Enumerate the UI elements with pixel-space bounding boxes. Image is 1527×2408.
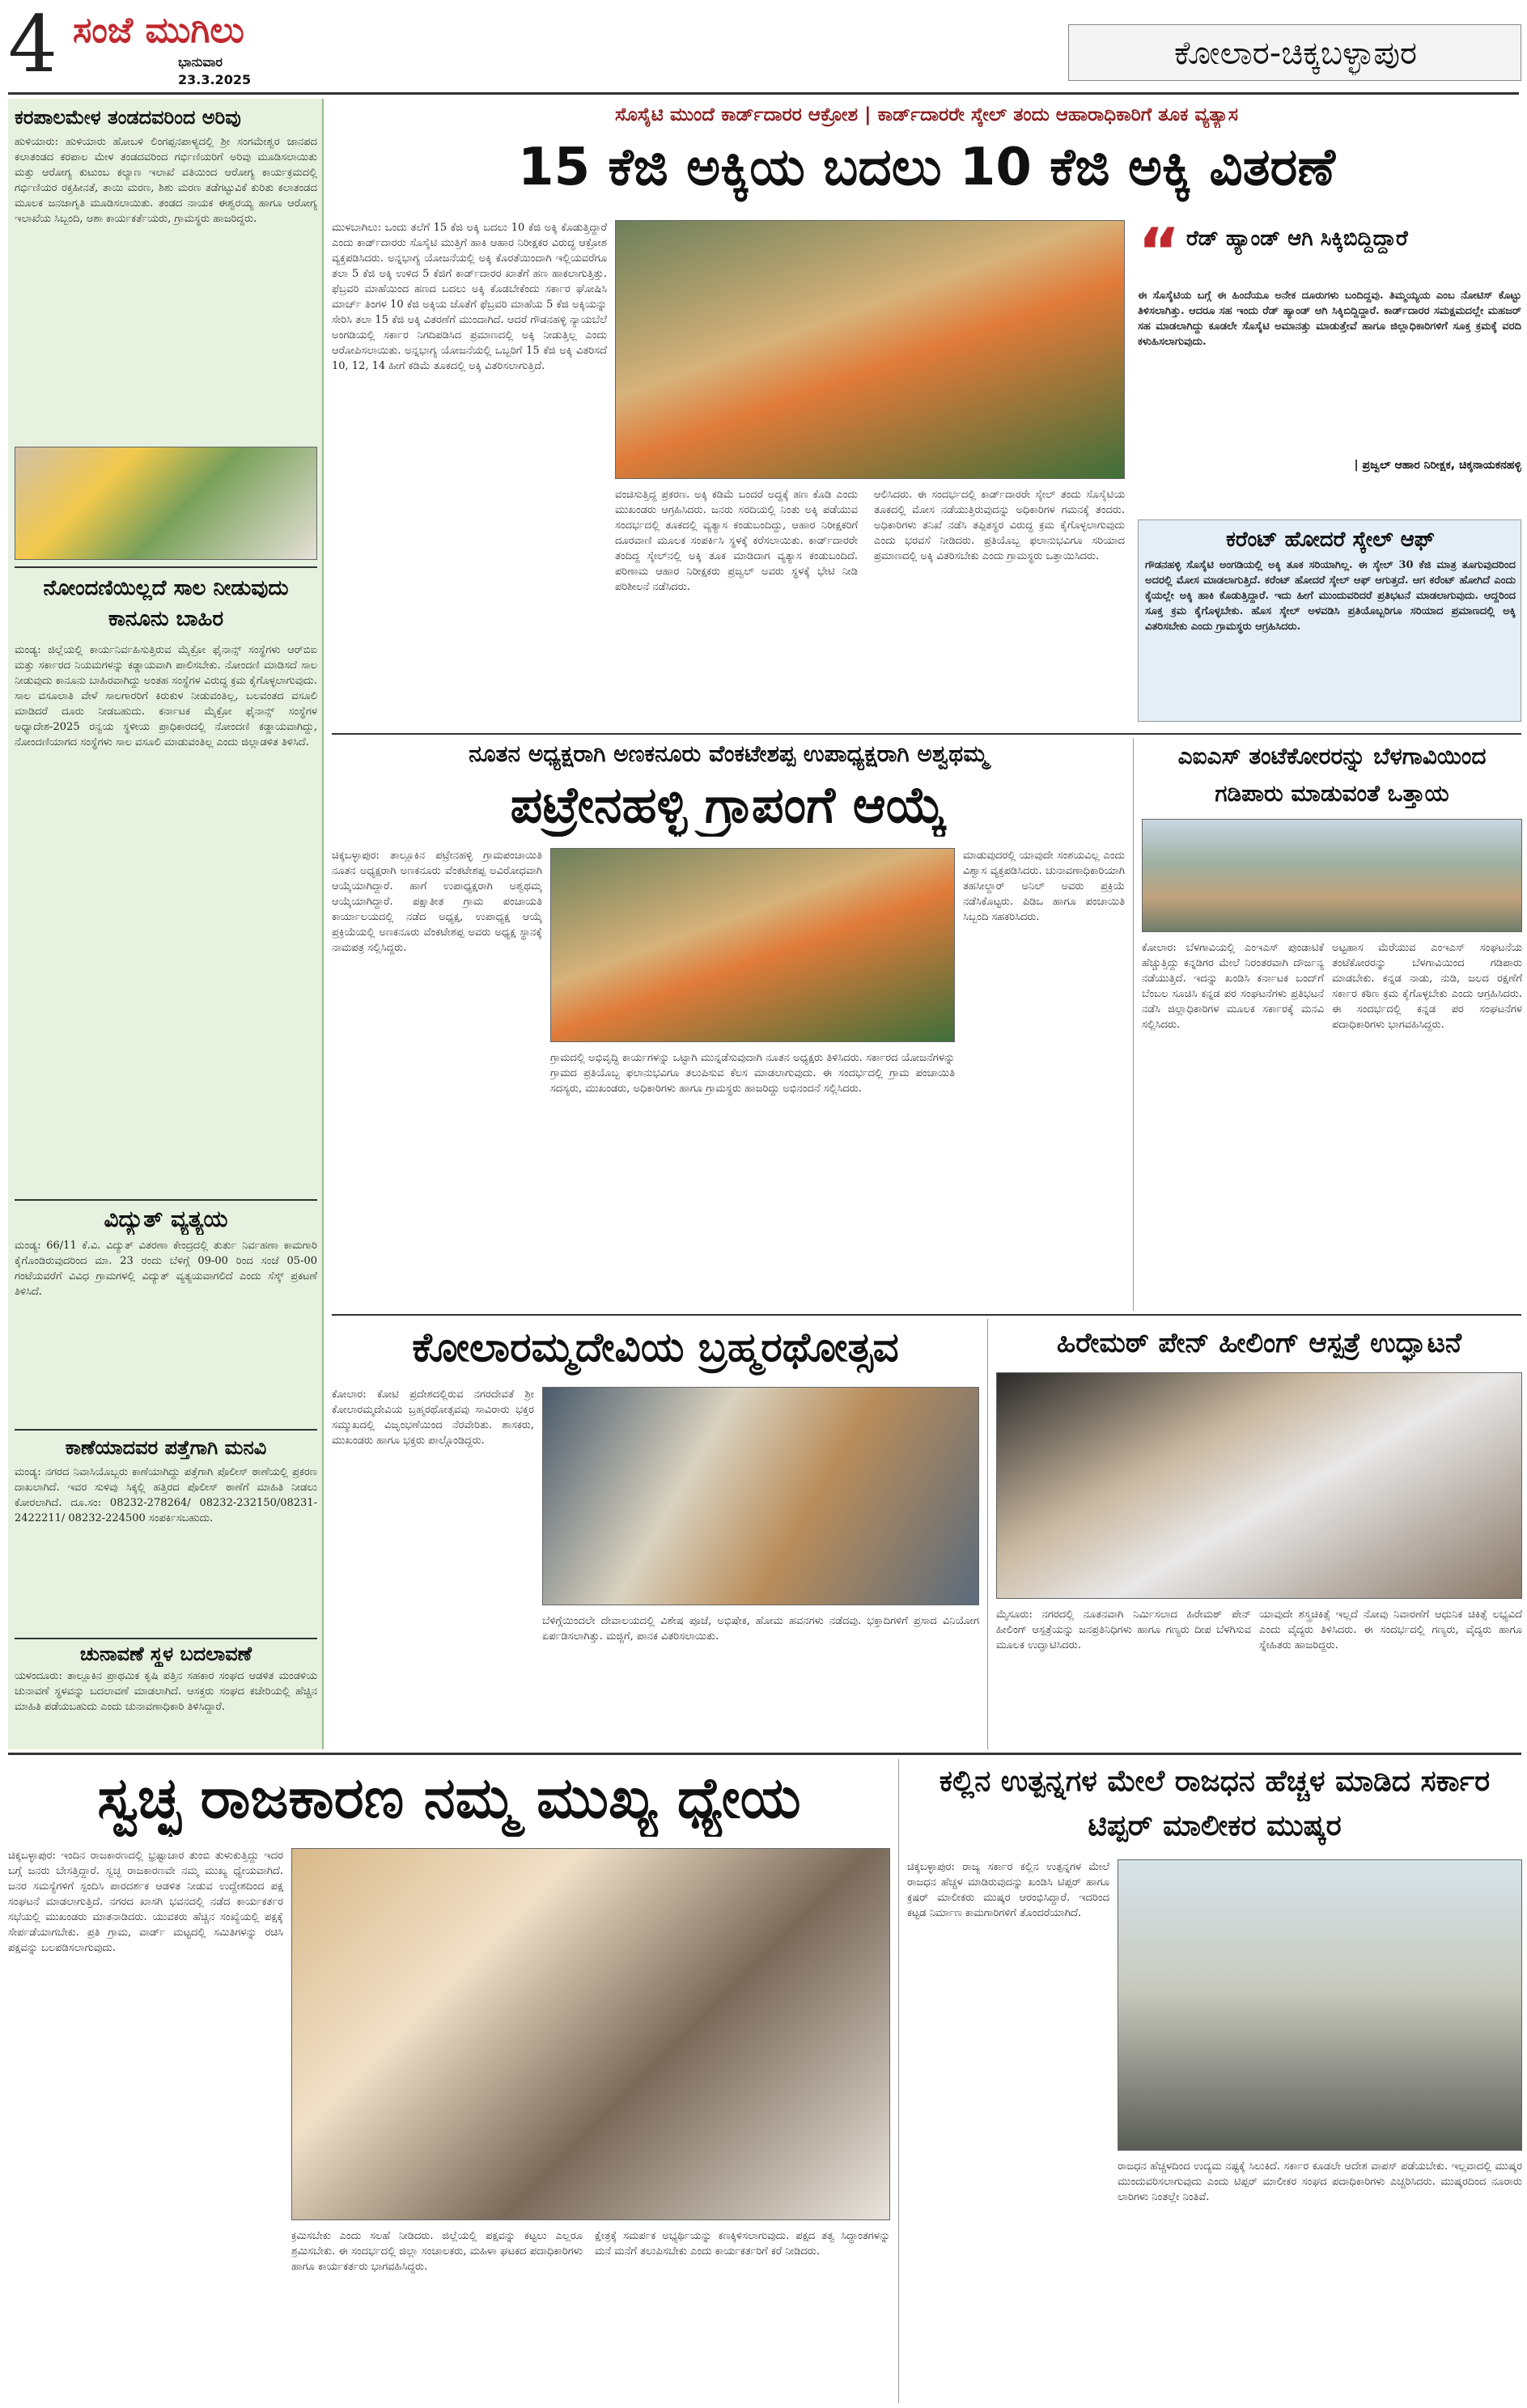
story5-col1: ಮೈಸೂರು: ನಗರದಲ್ಲಿ ನೂತನವಾಗಿ ನಿರ್ಮಿಸಲಾದ ಹಿರೇಮಠ್ ಪೇನ್ ಹೀಲಿಂಗ್ ಆಸ್ಪತ್ರೆಯನ್ನು ಜನಪ್ರತಿನಿಧಿಗಳು ಹಾಗೂ ಗಣ್ಯರು ದೀಪ ಬೆಳಗಿಸುವ ಮೂಲಕ ಉದ್ಘಾಟಿಸಿದರು. xyxy=(996,1609,1251,1651)
story6-col3: ಕ್ಷೇತ್ರಕ್ಕೆ ಸಮರ್ಪಕ ಅಭ್ಯರ್ಥಿಯನ್ನು ಕಣಕ್ಕಿಳಿಸಲಾಗುವುದು. ಪಕ್ಷದ ತತ್ವ ಸಿದ್ಧಾಂತಗಳನ್ನು ಮನೆ ಮನೆಗೆ ತಲುಪಿಸಬೇಕು ಎಂದು ಕಾರ್ಯಕರ್ತರಿಗೆ ಕರೆ ನೀಡಿದರು. xyxy=(595,2230,890,2258)
lead-sidebox xyxy=(1138,519,1521,722)
masthead xyxy=(0,0,1527,95)
sidebox-title: ಕರೆಂಟ್ ಹೋದರೆ ಸ್ಕೇಲ್ ಆಫ್ xyxy=(1226,528,1435,552)
story2-photo xyxy=(550,848,955,1042)
sidebar-photo xyxy=(15,447,317,560)
story5-col2: ಯಾವುದೇ ಶಸ್ತ್ರಚಿಕಿತ್ಸೆ ಇಲ್ಲದೆ ನೋವು ನಿವಾರಣೆಗೆ ಆಧುನಿಕ ಚಿಕಿತ್ಸೆ ಲಭ್ಯವಿದೆ ಎಂದು ವೈದ್ಯರು ತಿಳಿಸಿದರು. ಈ ಸಂದರ್ಭದಲ್ಲಿ ಗಣ್ಯರು, ವೈದ್ಯರು ಹಾಗೂ ಸ್ನೇಹಿತರು ಹಾಜರಿದ್ದರು. xyxy=(1259,1609,1522,1651)
sidebar-s5-title: ಚುನಾವಣೆ ಸ್ಥಳ ಬದಲಾವಣೆ xyxy=(79,1643,252,1665)
sidebar-s2-body: ಮಂಡ್ಯ: ಜಿಲ್ಲೆಯಲ್ಲಿ ಕಾರ್ಯನಿರ್ವಹಿಸುತ್ತಿರುವ ಮೈಕ್ರೋ ಫೈನಾನ್ಸ್ ಸಂಸ್ಥೆಗಳು ಆರ್‌ಬಿಐ ಮತ್ತು ಸರ್ಕಾರದ ನಿಯಮಗಳನ್ನು ಕಡ್ಡಾಯವಾಗಿ ಪಾಲಿಸಬೇಕು. ನೋಂದಣಿ ಮಾಡಿಸದೆ ಸಾಲ ನೀಡುವುದು ಕಾನೂನು ಬಾಹಿರವಾಗಿದ್ದು ಅಂತಹ ಸಂಸ್ಥೆಗಳ ವಿರುದ್ಧ ಕ್ರಮ ಕೈಗೊಳ್ಳಲಾಗುವುದು. ಸಾಲ ವಸೂಲಾತಿ ವೇಳೆ ಸಾಲಗಾರರಿಗೆ ಕಿರುಕುಳ ನೀಡುವಂತಿಲ್ಲ, ಬಲವಂತದ ವಸೂಲಿ ಮಾಡಿದರೆ ದೂರು ನೀಡಬಹುದು. ಕರ್ನಾಟಕ ಮೈಕ್ರೋ ಫೈನಾನ್ಸ್ ಸಂಸ್ಥೆಗಳ ಅಧ್ಯಾದೇಶ-2025 ರನ್ವಯ ಸ್ಥಳೀಯ ಪ್ರಾಧಿಕಾರದಲ್ಲಿ ನೋಂದಣಿ ಕಡ್ಡಾಯವಾಗಿದ್ದು, ನೋಂದಣಿಯಾಗದ ಸಂಸ್ಥೆಗಳು ಸಾಲ ವಸೂಲಿ ಮಾಡುವಂತಿಲ್ಲ ಎಂದು ಜಿಲ್ಲಾಡಳಿತ ತಿಳಿಸಿದೆ. xyxy=(15,644,317,748)
sidebar-divider xyxy=(15,1429,317,1431)
story2-col3: ಮಾಡುವುದರಲ್ಲಿ ಯಾವುದೇ ಸಂಶಯವಿಲ್ಲ ಎಂದು ವಿಶ್ವಾಸ ವ್ಯಕ್ತಪಡಿಸಿದರು. ಚುನಾವಣಾಧಿಕಾರಿಯಾಗಿ ತಹಸೀಲ್ದಾರ್ ಅನಿಲ್ ಅವರು ಪ್ರಕ್ರಿಯೆ ನಡೆಸಿಕೊಟ್ಟರು. ಪಿಡಿಒ ಹಾಗೂ ಪಂಚಾಯಿತಿ ಸಿಬ್ಬಂದಿ ಸಹಕರಿಸಿದರು. xyxy=(963,850,1125,923)
sidebar-s2-title: ನೋಂದಣಿಯಿಲ್ಲದೆ ಸಾಲ ನೀಡುವುದು ಕಾನೂನು ಬಾಹಿರ xyxy=(43,576,289,631)
story4-headline: ಕೋಲಾರಮ್ಮದೇವಿಯ ಬ್ರಹ್ಮರಥೋತ್ಸವ xyxy=(412,1324,899,1371)
quote-attribution: | ಪ್ರಜ್ವಲ್ ಆಹಾರ ನಿರೀಕ್ಷಕ, ಚಿಕ್ಕನಾಯಕನಹಳ್ಳಿ xyxy=(1354,459,1521,472)
issue-day: ಭಾನುವಾರ xyxy=(178,54,223,70)
section-divider xyxy=(332,1314,1521,1316)
story-mes-protest xyxy=(1133,738,1521,1311)
sidebar-s1-body: ಹುಳಿಯಾರು: ಹುಳಿಯಾರು ಹೋಬಳಿ ಲಿಂಗಪ್ಪನಪಾಳ್ಯದಲ್ಲಿ ಶ್ರೀ ಸಂಗಮೇಶ್ವರ ಜಾನಪದ ಕಲಾತಂಡದ ಕರಪಾಲ ಮೇಳ ತಂಡದವರಿಂದ ಗರ್ಭಿಣಿಯರಿಗೆ ಅರಿವು ಮೂಡಿಸಲಾಯಿತು ಮತ್ತು ಆರೋಗ್ಯ ಕುಟುಂಬ ಕಲ್ಯಾಣ ಇಲಾಖೆ ವತಿಯಿಂದ ಆರೋಗ್ಯ ಕಾರ್ಯಕ್ರಮದಲ್ಲಿ ಗರ್ಭಿಣಿಯರ ರಕ್ತಹೀನತೆ, ತಾಯಿ ಮರಣ, ಶಿಶು ಮರಣ ತಡೆಗಟ್ಟುವಿಕೆ ಕುರಿತು ಕಲಾತಂಡದ ಮೂಲಕ ಜನಜಾಗೃತಿ ಮೂಡಿಸಲಾಯಿತು. ತಂಡದ ನಾಯಕ ಈಶ್ವರಯ್ಯ ಹಾಗೂ ಆರೋಗ್ಯ ಇಲಾಖೆಯ ಸಿಬ್ಬಂದಿ, ಆಶಾ ಕಾರ್ಯಕರ್ತೆಯರು, ಗ್ರಾಮಸ್ಥರು ಹಾಜರಿದ್ದರು. xyxy=(15,136,317,225)
sidebar xyxy=(8,99,324,1749)
story3-col2: ಅಟ್ಟಹಾಸ ಮೆರೆಯುವ ಎಂಇಎಸ್ ಸಂಘಟನೆಯ ತಂಟೆಕೋರರನ್ನು ಬೆಳಗಾವಿಯಿಂದ ಗಡಿಪಾರು ಮಾಡಬೇಕು. ಕನ್ನಡ ನಾಡು, ನುಡಿ, ಜಲದ ರಕ್ಷಣೆಗೆ ಸರ್ಕಾರ ಕಠಿಣ ಕ್ರಮ ಕೈಗೊಳ್ಳಬೇಕು ಎಂದು ಆಗ್ರಹಿಸಿದರು. ಈ ಸಂದರ್ಭದಲ್ಲಿ ಕನ್ನಡ ಪರ ಸಂಘಟನೆಗಳ ಪದಾಧಿಕಾರಿಗಳು ಭಾಗವಹಿಸಿದ್ದರು. xyxy=(1332,942,1522,1031)
sidebar-s4-body: ಮಂಡ್ಯ: ನಗರದ ನಿವಾಸಿಯೊಬ್ಬರು ಕಾಣೆಯಾಗಿದ್ದು ಪತ್ತೆಗಾಗಿ ಪೊಲೀಸ್ ಠಾಣೆಯಲ್ಲಿ ಪ್ರಕರಣ ದಾಖಲಾಗಿದೆ. ಇವರ ಸುಳಿವು ಸಿಕ್ಕಲ್ಲಿ ಹತ್ತಿರದ ಪೊಲೀಸ್ ಠಾಣೆಗೆ ಮಾಹಿತಿ ನೀಡಲು ಕೋರಲಾಗಿದೆ. ದೂ.ಸಂ: 08232-278264/ 08232-232150/08231-2422211/ 08232-224500 ಸಂಪರ್ಕಿಸಬಹುದು. xyxy=(15,1466,317,1524)
story6-headline: ಸ್ವಚ್ಛ ರಾಜಕಾರಣ ನಮ್ಮ ಮುಖ್ಯ ಧ್ಯೇಯ xyxy=(97,1765,801,1831)
story-hospital xyxy=(987,1319,1521,1749)
sidebar-s1-title: ಕರಪಾಲಮೇಳ ತಂಡದವರಿಂದ ಅರಿವು xyxy=(15,106,241,129)
sidebar-divider xyxy=(15,1638,317,1639)
story2-col1: ಚಿಕ್ಕಬಳ್ಳಾಪುರ: ತಾಲ್ಲೂಕಿನ ಪಟ್ರೇನಹಳ್ಳಿ ಗ್ರಾಮಪಂಚಾಯಿತಿ ನೂತನ ಅಧ್ಯಕ್ಷರಾಗಿ ಅಣಕನೂರು ವೆಂಕಟೇಶಪ್ಪ ಅವಿರೋಧವಾಗಿ ಆಯ್ಕೆಯಾಗಿದ್ದಾರೆ. ಹಾಗೆ ಉಪಾಧ್ಯಕ್ಷರಾಗಿ ಅಶ್ವಥಮ್ಮ ಆಯ್ಕೆಯಾಗಿದ್ದಾರೆ. ಪಕ್ಷಾತೀತ ಗ್ರಾಮ ಪಂಚಾಯತಿ ಕಾರ್ಯಾಲಯದಲ್ಲಿ ನಡೆದ ಅಧ್ಯಕ್ಷ, ಉಪಾಧ್ಯಕ್ಷ ಆಯ್ಕೆ ಪ್ರಕ್ರಿಯೆಯಲ್ಲಿ ಅಣಕನೂರು ವೆಂಕಟೇಶಪ್ಪ ಅವರು ಅಧ್ಯಕ್ಷ ಸ್ಥಾನಕ್ಕೆ ನಾಮಪತ್ರ ಸಲ್ಲಿಸಿದ್ದರು. xyxy=(332,850,542,954)
sidebar-s4-title: ಕಾಣೆಯಾದವರ ಪತ್ತೆಗಾಗಿ ಮನವಿ xyxy=(65,1436,267,1459)
masthead-divider xyxy=(8,92,1519,95)
sidebar-divider xyxy=(15,566,317,568)
lead-kicker: ಸೊಸೈಟಿ ಮುಂದೆ ಕಾರ್ಡ್‌ದಾರರ ಆಕ್ರೋಶ | ಕಾರ್ಡ್‌ದಾರರೇ ಸ್ಕೇಲ್ ತಂದು ಆಹಾರಾಧಿಕಾರಿಗೆ ತೂಕ ವ್ಯತ್ಯಾಸ xyxy=(614,104,1238,125)
sidebar-s5-body: ಯಳಂದೂರು: ತಾಲ್ಲೂಕಿನ ಪ್ರಾಥಮಿಕ ಕೃಷಿ ಪತ್ತಿನ ಸಹಕಾರ ಸಂಘದ ಆಡಳಿತ ಮಂಡಳಿಯ ಚುನಾವಣೆ ಸ್ಥಳವನ್ನು ಬದಲಾವಣೆ ಮಾಡಲಾಗಿದೆ. ಆಸಕ್ತರು ಸಂಘದ ಕಚೇರಿಯಲ್ಲಿ ಹೆಚ್ಚಿನ ಮಾಹಿತಿ ಪಡೆಯಬಹುದು ಎಂದು ಚುನಾವಣಾಧಿಕಾರಿ ತಿಳಿಸಿದ್ದಾರೆ. xyxy=(15,1670,317,1713)
paper-name: ಸಂಜೆ ಮುಗಿಲು xyxy=(73,10,244,51)
issue-date: 23.3.2025 xyxy=(178,72,252,87)
lead-col1: ಮುಳಬಾಗಿಲು: ಒಂದು ತಲೆಗೆ 15 ಕೆಜಿ ಅಕ್ಕಿ ಬದಲು 10 ಕೆಜಿ ಅಕ್ಕಿ ಕೊಡುತ್ತಿದ್ದಾರೆ ಎಂದು ಕಾರ್ಡ್‌ದಾರರು ಸೊಸೈಟಿ ಮುತ್ತಿಗೆ ಹಾಕಿ ಆಹಾರ ನಿರೀಕ್ಷಕರ ವಿರುದ್ಧ ಆಕ್ರೋಶ ವ್ಯಕ್ತಪಡಿಸಿದರು. ಅನ್ನಭಾಗ್ಯ ಯೋಜನೆಯಲ್ಲಿ ಅಕ್ಕಿ ಕೊರತೆಯಿಂದಾಗಿ ಇಲ್ಲಿಯವರೆಗೂ ತಲಾ 5 ಕೆಜಿ ಅಕ್ಕಿ ಉಳಿದ 5 ಕೆಜಿಗೆ ಕಾರ್ಡ್‌ದಾರರ ಖಾತೆಗೆ ಹಣ ಹಾಕಲಾಗುತ್ತಿತ್ತು. ಫೆಬ್ರವರಿ ಮಾಹೆಯಿಂದ ಹಣದ ಬದಲು ಅಕ್ಕಿ ಕೊಡಬೇಕೆಂದು ಸರ್ಕಾರ ಘೋಷಿಸಿ ಮಾರ್ಚ್ ತಿಂಗಳ 10 ಕೆಜಿ ಅಕ್ಕಿಯ ಜೊತೆಗೆ ಫೆಬ್ರವರಿ ಮಾಹೆಯ 5 ಕೆಜಿ ಅಕ್ಕಿಯನ್ನು ಸೇರಿಸಿ ತಲಾ 15 ಕೆಜಿ ಅಕ್ಕಿ ವಿತರಣೆಗೆ ಮುಂದಾಗಿದೆ. ಆದರೆ ಗೌಡನಹಳ್ಳಿ ನ್ಯಾಯಬೆಲೆ ಅಂಗಡಿಯಲ್ಲಿ ಸರ್ಕಾರ ನಿಗದಿಪಡಿಸಿದ ಪ್ರಮಾಣದಲ್ಲಿ ಅಕ್ಕಿ ನೀಡುತ್ತಿಲ್ಲ ಎಂದು ಆರೋಪಿಸಲಾಯಿತು. ಅನ್ನಭಾಗ್ಯ ಯೋಜನೆಯಲ್ಲಿ ಒಬ್ಬರಿಗೆ 15 ಕೆಜಿ ಅಕ್ಕಿ ವಿತರಿಸದೆ 10, 12, 14 ಹೀಗೆ ಕಡಿಮೆ ತೂಕದಲ್ಲಿ ಅಕ್ಕಿ ವಿತರಿಸಲಾಗುತ್ತಿದೆ. xyxy=(332,222,607,372)
sidebar-s3-body: ಮಂಡ್ಯ: 66/11 ಕೆ.ವಿ. ವಿದ್ಯುತ್ ವಿತರಣಾ ಕೇಂದ್ರದಲ್ಲಿ ತುರ್ತು ನಿರ್ವಹಣಾ ಕಾಮಗಾರಿ ಕೈಗೊಂಡಿರುವುದರಿಂದ ಮಾ. 23 ರಂದು ಬೆಳಿಗ್ಗೆ 09-00 ರಿಂದ ಸಂಜೆ 05-00 ಗಂಟೆಯವರೆಗೆ ವಿವಿಧ ಗ್ರಾಮಗಳಲ್ಲಿ ವಿದ್ಯುತ್ ವ್ಯತ್ಯಯವಾಗಲಿದೆ ಎಂದು ಸೆಸ್ಕ್ ಪ್ರಕಟಣೆ ತಿಳಿಸಿದೆ. xyxy=(15,1240,317,1298)
story4-photo xyxy=(542,1387,979,1605)
story4-col2: ಬೆಳಿಗ್ಗೆಯಿಂದಲೇ ದೇವಾಲಯದಲ್ಲಿ ವಿಶೇಷ ಪೂಜೆ, ಅಭಿಷೇಕ, ಹೋಮ ಹವನಗಳು ನಡೆದವು. ಭಕ್ತಾದಿಗಳಿಗೆ ಪ್ರಸಾದ ವಿನಿಯೋಗ ಏರ್ಪಡಿಸಲಾಗಿತ್ತು. ಮಜ್ಜಿಗೆ, ಪಾನಕ ವಿತರಿಸಲಾಯಿತು. xyxy=(542,1615,979,1643)
story5-headline: ಹಿರೇಮಠ್ ಪೇನ್ ಹೀಲಿಂಗ್ ಆಸ್ಪತ್ರೆ ಉದ್ಘಾಟನೆ xyxy=(1056,1327,1462,1359)
story-rathotsava xyxy=(332,1319,979,1749)
story6-col1: ಚಿಕ್ಕಬಳ್ಳಾಪುರ: ಇಂದಿನ ರಾಜಕಾರಣದಲ್ಲಿ ಭ್ರಷ್ಟಾಚಾರ ತುಂಬಿ ತುಳುಕುತ್ತಿದ್ದು ಇದರ ಬಗ್ಗೆ ಜನರು ಬೇಸತ್ತಿದ್ದಾರೆ. ಸ್ವಚ್ಛ ರಾಜಕಾರಣವೇ ನಮ್ಮ ಮುಖ್ಯ ಧ್ಯೇಯವಾಗಿದೆ. ಜನರ ಸಮಸ್ಯೆಗಳಿಗೆ ಸ್ಪಂದಿಸಿ ಪಾರದರ್ಶಕ ಆಡಳಿತ ನೀಡುವ ಉದ್ದೇಶದಿಂದ ಪಕ್ಷ ಸಂಘಟನೆ ಮಾಡಲಾಗುತ್ತಿದೆ. ನಗರದ ಖಾಸಗಿ ಭವನದಲ್ಲಿ ನಡೆದ ಕಾರ್ಯಕರ್ತರ ಸಭೆಯಲ್ಲಿ ಮುಖಂಡರು ಮಾತನಾಡಿದರು. ಯುವಕರು ಹೆಚ್ಚಿನ ಸಂಖ್ಯೆಯಲ್ಲಿ ಪಕ್ಷಕ್ಕೆ ಸೇರ್ಪಡೆಯಾಗಬೇಕು. ಪ್ರತಿ ಗ್ರಾಮ, ವಾರ್ಡ್ ಮಟ್ಟದಲ್ಲಿ ಸಮಿತಿಗಳನ್ನು ರಚಿಸಿ ಪಕ್ಷವನ್ನು ಬಲಪಡಿಸಲಾಗುವುದು. xyxy=(8,1850,283,1954)
sidebar-divider xyxy=(15,1199,317,1201)
section-divider xyxy=(8,1753,1521,1755)
story2-headline: ಪಟ್ರೇನಹಳ್ಳಿ ಗ್ರಾಪಂಗೆ ಆಯ್ಕೆ xyxy=(510,775,947,834)
story3-photo xyxy=(1142,819,1522,932)
story6-col2: ಕ್ರಮಿಸಬೇಕು ಎಂದು ಸಲಹೆ ನೀಡಿದರು. ಜಿಲ್ಲೆಯಲ್ಲಿ ಪಕ್ಷವನ್ನು ಕಟ್ಟಲು ಎಲ್ಲರೂ ಶ್ರಮಿಸಬೇಕು. ಈ ಸಂದರ್ಭದಲ್ಲಿ ಜಿಲ್ಲಾ ಸಂಚಾಲಕರು, ಮಹಿಳಾ ಘಟಕದ ಪದಾಧಿಕಾರಿಗಳು ಹಾಗೂ ಕಾರ್ಯಕರ್ತರು ಭಾಗವಹಿಸಿದ್ದರು. xyxy=(291,2230,583,2273)
section-title: ಕೋಲಾರ-ಚಿಕ್ಕಬಳ್ಳಾಪುರ xyxy=(1173,35,1418,72)
story6-photo xyxy=(291,1848,890,2220)
lead-col2: ವಂಚಿಸುತ್ತಿದ್ದ ಪ್ರಕರಣ. ಅಕ್ಕಿ ಕಡಿಮೆ ಬಂದರೆ ಅದ್ದಕ್ಕೆ ಹಣ ಕೊಡಿ ಎಂದು ಮುಖಂಡರು ಆಗ್ರಹಿಸಿದರು. ಜನರು ಸರದಿಯಲ್ಲಿ ನಿಂತು ಅಕ್ಕಿ ಪಡೆಯುವ ಸಂದರ್ಭದಲ್ಲಿ ತೂಕದಲ್ಲಿ ವ್ಯತ್ಯಾಸ ಕಂಡುಬಂದಿದ್ದು, ಆಹಾರ ನಿರೀಕ್ಷಕರಿಗೆ ದೂರವಾಣಿ ಮೂಲಕ ಸಂಪರ್ಕಿಸಿ ಸ್ಥಳಕ್ಕೆ ಕರೆಸಲಾಯಿತು. ಕಾರ್ಡ್‌ದಾರರೇ ತಂದಿದ್ದ ಸ್ಕೇಲ್‌ನಲ್ಲಿ ಅಕ್ಕಿ ತೂಕ ಮಾಡಿದಾಗ ವ್ಯತ್ಯಾಸ ಕಂಡುಬಂದಿದೆ. ಪರಿಣಾಮ ಆಹಾರ ನಿರೀಕ್ಷಕರು ಪ್ರಜ್ವಲ್ ಅವರು ಸ್ಥಳಕ್ಕೆ ಭೇಟಿ ನೀಡಿ ಪರಿಶೀಲನೆ ನಡೆಸಿದರು. xyxy=(615,489,858,593)
story3-col1: ಕೋಲಾರ: ಬೆಳಗಾವಿಯಲ್ಲಿ ಎಂಇಎಸ್ ಪುಂಡಾಟಿಕೆ ಹೆಚ್ಚುತ್ತಿದ್ದು ಕನ್ನಡಿಗರ ಮೇಲೆ ನಿರಂತರವಾಗಿ ದೌರ್ಜನ್ಯ ನಡೆಯುತ್ತಿದೆ. ಇದನ್ನು ಖಂಡಿಸಿ ಕರ್ನಾಟಕ ಬಂದ್‌ಗೆ ಬೆಂಬಲ ಸೂಚಿಸಿ ಕನ್ನಡ ಪರ ಸಂಘಟನೆಗಳು ಪ್ರತಿಭಟನೆ ನಡೆಸಿ ಜಿಲ್ಲಾಧಿಕಾರಿಗಳ ಮೂಲಕ ಸರ್ಕಾರಕ್ಕೆ ಮನವಿ ಸಲ್ಲಿಸಿದರು. xyxy=(1142,942,1324,1031)
section-divider xyxy=(332,733,1521,735)
story4-col1: ಕೋಲಾರ: ಕೋಟಿ ಪ್ರದೇಶದಲ್ಲಿರುವ ನಗರದೇವತೆ ಶ್ರೀ ಕೋಲಾರಮ್ಮದೇವಿಯ ಬ್ರಹ್ಮರಥೋತ್ಸವವು ಸಾವಿರಾರು ಭಕ್ತರ ಸಮ್ಮುಖದಲ್ಲಿ ವಿಜೃಂಭಣೆಯಿಂದ ನೆರವೇರಿತು. ಶಾಸಕರು, ಮುಖಂಡರು ಹಾಗೂ ಭಕ್ತರು ಪಾಲ್ಗೊಂಡಿದ್ದರು. xyxy=(332,1388,534,1447)
lead-photo xyxy=(615,220,1125,479)
story3-headline: ಎಐಎಸ್ ತಂಟೆಕೋರರನ್ನು ಬೆಳಗಾವಿಯಿಂದ ಗಡಿಪಾರು ಮಾಡುವಂತೆ ಒತ್ತಾಯ xyxy=(1177,743,1487,807)
section-banner xyxy=(1068,24,1521,81)
story7-col1: ಚಿಕ್ಕಬಳ್ಳಾಪುರ: ರಾಜ್ಯ ಸರ್ಕಾರ ಕಲ್ಲಿನ ಉತ್ಪನ್ನಗಳ ಮೇಲೆ ರಾಜಧನ ಹೆಚ್ಚಳ ಮಾಡಿರುವುದನ್ನು ಖಂಡಿಸಿ ಟಿಪ್ಪರ್ ಹಾಗೂ ಕ್ರಷರ್ ಮಾಲೀಕರು ಮುಷ್ಕರ ಆರಂಭಿಸಿದ್ದಾರೆ. ಇದರಿಂದ ಕಟ್ಟಡ ನಿರ್ಮಾಣ ಕಾಮಗಾರಿಗಳಿಗೆ ತೊಂದರೆಯಾಗಿದೆ. xyxy=(907,1861,1109,1919)
lead-quote xyxy=(1138,220,1521,487)
story-grampanchayat xyxy=(332,738,1125,1311)
story7-col2: ರಾಜಧನ ಹೆಚ್ಚಳದಿಂದ ಉದ್ಯಮ ನಷ್ಟಕ್ಕೆ ಸಿಲುಕಿದೆ. ಸರ್ಕಾರ ಕೂಡಲೇ ಆದೇಶ ವಾಪಸ್ ಪಡೆಯಬೇಕು. ಇಲ್ಲವಾದಲ್ಲಿ ಮುಷ್ಕರ ಮುಂದುವರಿಸಲಾಗುವುದು ಎಂದು ಟಿಪ್ಪರ್ ಮಾಲೀಕರ ಸಂಘದ ಪದಾಧಿಕಾರಿಗಳು ಎಚ್ಚರಿಸಿದರು. ಮುಷ್ಕರದಿಂದ ನೂರಾರು ಲಾರಿಗಳು ನಿಂತಲ್ಲೇ ನಿಂತಿವೆ. xyxy=(1118,2160,1522,2203)
lead-headline: 15 ಕೆಜಿ ಅಕ್ಕಿಯ ಬದಲು 10 ಕೆಜಿ ಅಕ್ಕಿ ವಿತರಣೆ xyxy=(518,138,1335,197)
quote-title: ರೆಡ್ ಹ್ಯಾಂಡ್ ಆಗಿ ಸಿಕ್ಕಿಬಿದ್ದಿದ್ದಾರೆ xyxy=(1186,227,1408,251)
quote-mark-icon: “ xyxy=(1138,220,1181,277)
lead-col3: ಆಲಿಸಿದರು. ಈ ಸಂದರ್ಭದಲ್ಲಿ ಕಾರ್ಡ್‌ದಾರರೇ ಸ್ಕೇಲ್ ತಂದು ಸೊಸೈಟಿಯ ತೂಕದಲ್ಲಿ ಮೋಸ ನಡೆಯುತ್ತಿರುವುದನ್ನು ಅಧಿಕಾರಿಗಳ ಗಮನಕ್ಕೆ ತಂದರು. ಅಧಿಕಾರಿಗಳು ತನಿಖೆ ನಡೆಸಿ ತಪ್ಪಿತಸ್ಥರ ವಿರುದ್ಧ ಕ್ರಮ ಕೈಗೊಳ್ಳಲಾಗುವುದು ಎಂದು ಭರವಸೆ ನೀಡಿದರು. ಪ್ರತಿಯೊಬ್ಬ ಫಲಾನುಭವಿಗೂ ಸರಿಯಾದ ಪ್ರಮಾಣದಲ್ಲಿ ಅಕ್ಕಿ ವಿತರಿಸಬೇಕು ಎಂದು ಗ್ರಾಮಸ್ಥರು ಒತ್ತಾಯಿಸಿದರು. xyxy=(874,489,1125,562)
story2-col2: ಗ್ರಾಮದಲ್ಲಿ ಅಭಿವೃದ್ಧಿ ಕಾರ್ಯಗಳನ್ನು ಒಟ್ಟಾಗಿ ಮುನ್ನಡೆಸುವುದಾಗಿ ನೂತನ ಅಧ್ಯಕ್ಷರು ತಿಳಿಸಿದರು. ಸರ್ಕಾರದ ಯೋಜನೆಗಳನ್ನು ಗ್ರಾಮದ ಪ್ರತಿಯೊಬ್ಬ ಫಲಾನುಭವಿಗೂ ತಲುಪಿಸುವ ಕೆಲಸ ಮಾಡಲಾಗುವುದು. ಈ ಸಂದರ್ಭದಲ್ಲಿ ಗ್ರಾಮ ಪಂಚಾಯಿತಿ ಸದಸ್ಯರು, ಮುಖಂಡರು, ಅಧಿಕಾರಿಗಳು ಹಾಗೂ ಗ್ರಾಮಸ್ಥರು ಹಾಜರಿದ್ದು ಅಭಿನಂದನೆ ಸಲ್ಲಿಸಿದರು. xyxy=(550,1052,955,1095)
story7-headline: ಕಲ್ಲಿನ ಉತ್ಪನ್ನಗಳ ಮೇಲೆ ರಾಜಧನ ಹೆಚ್ಚಳ ಮಾಡಿದ ಸರ್ಕಾರ ಟಿಪ್ಪರ್ ಮಾಲೀಕರ ಮುಷ್ಕರ xyxy=(939,1765,1491,1842)
page-number: 4 xyxy=(8,0,58,89)
sidebar-s3-title: ವಿದ್ಯುತ್ ವ್ಯತ್ಯಯ xyxy=(104,1206,228,1232)
story7-photo xyxy=(1118,1859,1522,2151)
story-tipper-strike xyxy=(898,1759,1521,2403)
story5-photo xyxy=(996,1372,1522,1599)
sidebox-body: ಗೌಡನಹಳ್ಳಿ ಸೊಸೈಟಿ ಅಂಗಡಿಯಲ್ಲಿ ಅಕ್ಕಿ ತೂಕ ಸರಿಯಾಗಿಲ್ಲ. ಈ ಸ್ಕೇಲ್ 30 ಕೆಜಿ ಮಾತ್ರ ತೂಗುವುದರಿಂದ ಅದರಲ್ಲಿ ಮೋಸ ಮಾಡಲಾಗುತ್ತಿದೆ. ಕರೆಂಟ್ ಹೋದರೆ ಸ್ಕೇಲ್ ಆಫ್ ಆಗುತ್ತದೆ. ಆಗ ಕರೆಂಟ್ ಹೋಗಿದೆ ಎಂದು ಕೈಯಲ್ಲೇ ಅಕ್ಕಿ ಹಾಕಿ ಕೊಡುತ್ತಿದ್ದಾರೆ. ಇದು ಹೀಗೆ ಮುಂದುವರಿದರೆ ಪ್ರತಿಭಟನೆ ಮಾಡಲಾಗುವುದು. ಆದ್ದರಿಂದ ಸೂಕ್ತ ಕ್ರಮ ಕೈಗೊಳ್ಳಬೇಕು. ಹೊಸ ಸ್ಕೇಲ್ ಅಳವಡಿಸಿ ಪ್ರತಿಯೊಬ್ಬರಿಗೂ ಸರಿಯಾದ ಪ್ರಮಾಣದಲ್ಲಿ ಅಕ್ಕಿ ವಿತರಿಸಬೇಕು ಎಂದು ಗ್ರಾಮಸ್ಥರು ಆಗ್ರಹಿಸಿದರು. xyxy=(1145,559,1516,633)
story-clean-politics xyxy=(8,1759,890,2403)
quote-body: ಈ ಸೊಸೈಟಿಯ ಬಗ್ಗೆ ಈ ಹಿಂದೆಯೂ ಅನೇಕ ದೂರುಗಳು ಬಂದಿದ್ದವು. ತಿಮ್ಮಯ್ಯಯ ಎಂಬ ನೋಟಿಸ್ ಕೊಟ್ಟು ತಿಳಿಸಲಾಗಿತ್ತು. ಆದರೂ ಸಹ ಇಂದು ರೆಡ್ ಹ್ಯಾಂಡ್ ಆಗಿ ಸಿಕ್ಕಿಬಿದ್ದಿದ್ದಾರೆ. ಕಾರ್ಡ್‌ದಾರರ ಸಮಕ್ಷಮದಲ್ಲೇ ಮಹಜರ್ ಸಹ ಮಾಡಲಾಗಿದ್ದು ಕೂಡಲೇ ಸೊಸೈಟಿ ಅಮಾನತ್ತು ಮಾಡುತ್ತೇವೆ ಹಾಗೂ ಜಿಲ್ಲಾಧಿಕಾರಿಗಳಿಗೆ ಸೂಕ್ತ ಕ್ರಮಕ್ಕೆ ವರದಿ ಕಳುಹಿಸಲಾಗುವುದು. xyxy=(1138,290,1521,348)
lead-story xyxy=(332,99,1521,730)
story2-kicker: ನೂತನ ಅಧ್ಯಕ್ಷರಾಗಿ ಅಣಕನೂರು ವೆಂಕಟೇಶಪ್ಪ ಉಪಾಧ್ಯಕ್ಷರಾಗಿ ಅಶ್ವಥಮ್ಮ xyxy=(469,740,988,767)
